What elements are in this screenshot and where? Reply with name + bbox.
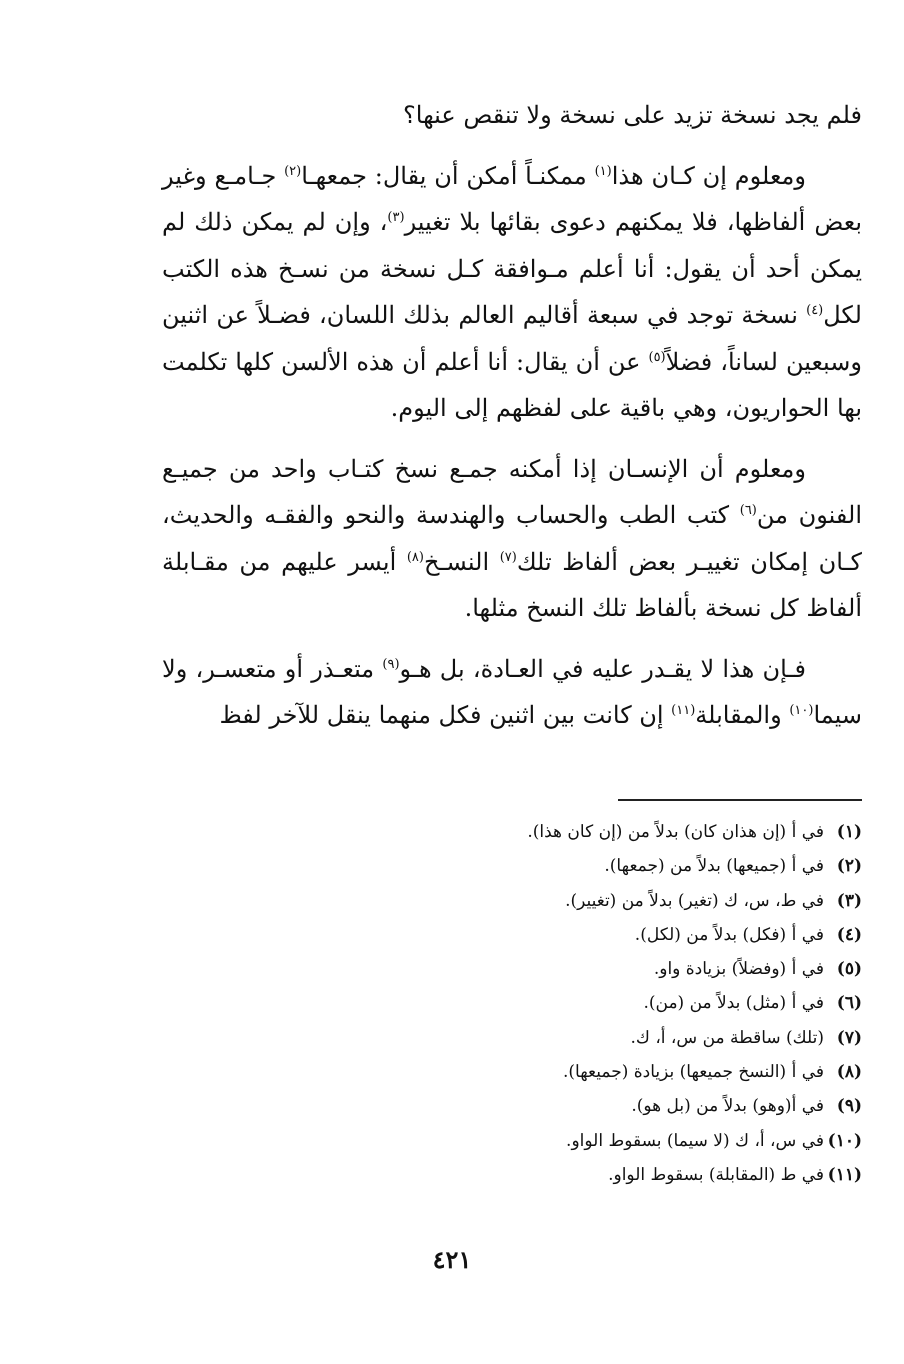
text-segment: فلم يجد نسخة تزيد على نسخة ولا تنقص عنها؟	[403, 101, 862, 129]
main-text	[162, 92, 862, 753]
footnote-item	[162, 952, 862, 986]
footnote-reference: (١٠)	[789, 703, 814, 718]
text-segment: عن أن يقال: أنا أعلم أن هذه الألسن كلها تكلمت بها الحواريون، وهي باقية على لفظهم إلى اليوم.	[162, 347, 862, 422]
footnote-item	[162, 1055, 862, 1089]
footnote-text: في أ(وهو) بدلاً من (بل هو).	[631, 1096, 824, 1117]
footnote-text: في أ (فكل) بدلاً من (لكل).	[634, 924, 824, 945]
footnote-item	[162, 815, 862, 849]
paragraph	[162, 92, 862, 139]
footnotes-list	[162, 815, 862, 1192]
footnote-separator	[618, 799, 862, 801]
footnote-text: في أ (جميعها) بدلاً من (جمعها).	[604, 856, 824, 877]
footnote-reference: (٤)	[806, 303, 824, 318]
text-segment: والمقابلة	[695, 701, 790, 729]
footnote-text: في ط، س، ك (تغير) بدلاً من (تغيير).	[565, 890, 824, 911]
footnote-item	[162, 986, 862, 1020]
footnote-item	[162, 1158, 862, 1192]
footnote-text: في ط (المقابلة) بسقوط الواو.	[608, 1164, 824, 1185]
footnote-reference: (٢)	[284, 163, 302, 179]
footnote-number: (١٠)	[827, 1130, 862, 1151]
footnote-text: في س، أ، ك (لا سيما) بسقوط الواو.	[566, 1130, 824, 1151]
text-segment: كتب الطب والحساب والهندسة والنحو والفقـه والحديث، كـان إمكان تغييـر بعض ألفاظ تلك	[162, 501, 862, 576]
footnote-number: (١)	[836, 822, 862, 842]
text-segment: جـامـع وغير بعض ألفاظها، فلا يمكنهم دعوى بقائها بلا تغيير	[162, 161, 862, 236]
footnote-number: (٣)	[836, 890, 862, 911]
footnote-item	[162, 1021, 862, 1055]
footnote-number: (٧)	[836, 1027, 862, 1048]
paragraph	[162, 446, 862, 632]
footnote-reference: (٩)	[382, 656, 400, 672]
footnote-number: (٥)	[836, 959, 862, 980]
footnote-reference: (٣)	[387, 210, 405, 225]
text-segment: أيسر عليهم من مقـابلة ألفاظ كل نسخة بألفاظ تلك النسخ مثلها.	[162, 547, 862, 622]
page-number: ٤٢١	[432, 1245, 472, 1274]
text-segment: ، وإن لم يمكن ذلك لم يمكن أحد أن يقول: أنا أعلم مـوافقة كـل نسخة من نسـخ هذه الكتب لكل	[162, 208, 862, 329]
paragraph	[162, 153, 862, 432]
footnote-item	[162, 1124, 862, 1158]
text-segment: ومعلوم إن كـان هذا	[611, 161, 806, 190]
text-segment: متعـذر أو متعسـر، ولا سيما	[162, 654, 862, 729]
footnote-reference: (١)	[594, 163, 612, 179]
footnote-reference: (١١)	[671, 703, 696, 718]
text-segment: ممكنـاً أمكن أن يقال: جمعهـا	[301, 161, 595, 190]
footnote-number: (٤)	[836, 924, 862, 945]
footnote-item	[162, 1089, 862, 1123]
footnote-number: (٦)	[836, 993, 862, 1014]
text-segment: نسخة توجد في سبعة أقاليم العالم بذلك اللسان، فضـلاً عن اثنين وسبعين لساناً، فضلاً	[162, 301, 863, 376]
text-segment: فـإن هذا لا يقـدر عليه في العـادة، بل هـو	[399, 654, 806, 683]
footnote-number: (٢)	[836, 856, 862, 877]
paragraph	[162, 646, 862, 739]
text-segment: إن كانت بين اثنين فكل منهما ينقل للآخر لفظ	[219, 701, 672, 729]
footnote-number: (٩)	[836, 1096, 862, 1117]
footnote-item	[162, 849, 862, 883]
footnote-reference: (٧)	[499, 549, 517, 565]
footnote-text: في أ (وفضلاً) بزيادة واو.	[653, 959, 824, 980]
footnote-number: (٨)	[836, 1062, 862, 1083]
footnote-text: في أ (إن هذان كان) بدلاً من (إن كان هذا).	[527, 822, 824, 842]
footnote-reference: (٦)	[739, 503, 757, 518]
footnote-text: (تلك) ساقطة من س، أ، ك.	[630, 1027, 824, 1048]
footnote-reference: (٨)	[406, 549, 424, 565]
footnote-reference: (٥)	[648, 349, 666, 365]
footnote-item	[162, 884, 862, 918]
footnote-text: في أ (مثل) بدلاً من (من).	[643, 993, 824, 1014]
text-segment: ومعلوم أن الإنسـان إذا أمكنه جمـع نسخ كتـاب واحد من جميـع الفنون من	[162, 454, 863, 529]
footnote-number: (١١)	[827, 1164, 862, 1185]
footnote-item	[162, 918, 862, 952]
text-segment: النسـخ	[423, 547, 500, 576]
footnote-text: في أ (النسخ جميعها) بزيادة (جميعها).	[562, 1062, 824, 1083]
